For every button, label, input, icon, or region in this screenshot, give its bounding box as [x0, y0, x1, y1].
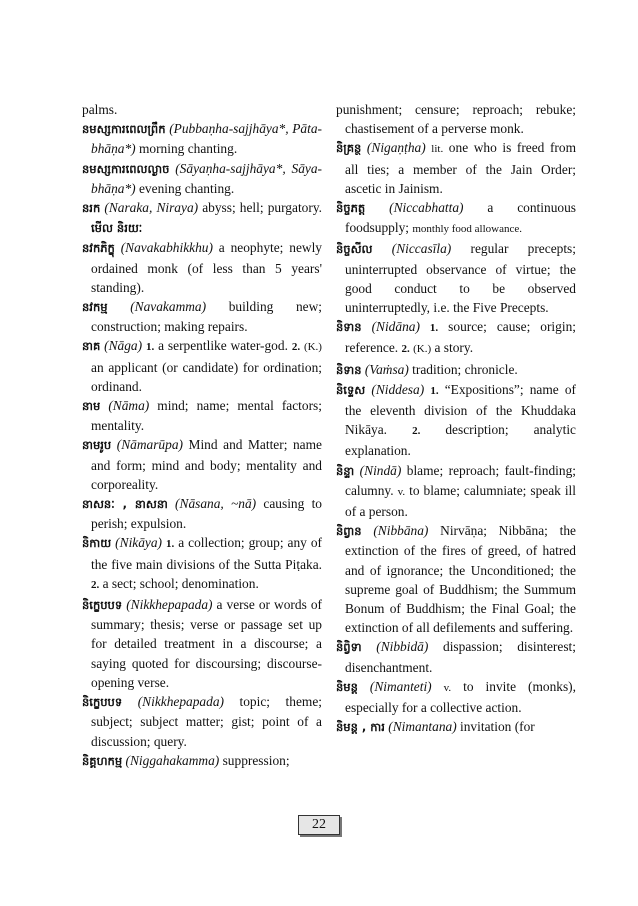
- right-column: [336, 100, 576, 738]
- pali-term: (Nimanteti): [369, 678, 432, 694]
- definition: a story.: [431, 340, 474, 356]
- definition: an applicant (or candidate) for ordination; ordinand.: [91, 359, 322, 394]
- khmer-headword: នវកភិក្ខុ: [82, 241, 115, 256]
- dictionary-entry: [82, 595, 322, 692]
- dictionary-entry: [336, 138, 576, 198]
- definition: blame; reproach; fault-finding; calumny.: [345, 462, 576, 498]
- page-number: 22: [298, 815, 340, 835]
- definition: a continuous foodsupply;: [345, 200, 576, 236]
- usage-tag: (K.): [413, 343, 432, 356]
- dictionary-entry: [82, 159, 322, 198]
- dictionary-entry: [336, 100, 576, 138]
- dictionary-entry: [82, 198, 322, 238]
- definition: a collection; group; any of the five main divisions of the Sutta Piṭaka.: [91, 535, 322, 572]
- khmer-headword: នាមរូប: [82, 438, 112, 453]
- pali-term: (Niccasīla): [391, 241, 452, 257]
- definition: one who is freed from all ties; a member of the Jain Order; ascetic in Jainism.: [345, 140, 576, 196]
- usage-tag: v.: [397, 485, 406, 498]
- pali-term: (Nigaṇṭha): [366, 140, 426, 156]
- pali-term: (Nikkhepapada): [137, 694, 224, 710]
- definition: morning chanting.: [135, 141, 238, 157]
- khmer-headword: និទ្ទេស: [336, 382, 366, 397]
- khmer-headword: នាគ: [82, 339, 101, 354]
- definition-note: monthly food allowance.: [412, 223, 522, 236]
- definition: suppression;: [219, 752, 290, 768]
- khmer-headword: នាម: [82, 399, 101, 414]
- khmer-headword: និមន្ត , ការ: [336, 720, 385, 735]
- pali-term: (Nimantana): [388, 719, 457, 735]
- definition: topic; theme; subject; subject matter; gist; point of a discussion; query.: [91, 694, 322, 749]
- definition: building new; construction; making repairs.: [91, 299, 322, 335]
- khmer-headword: និមន្ត: [336, 679, 358, 694]
- pali-term: (Nibbāna): [373, 523, 429, 539]
- dictionary-entry: [82, 238, 322, 297]
- dictionary-entry: [82, 336, 322, 396]
- pali-term: (Vaṁsa): [364, 361, 409, 377]
- definition: tradition; chronicle.: [408, 361, 518, 377]
- khmer-headword: និកាយ: [82, 536, 112, 551]
- dictionary-entry: [336, 717, 576, 737]
- definition: evening chanting.: [135, 180, 235, 196]
- definition: abyss; hell; purgatory.: [198, 200, 322, 216]
- khmer-headword: នាសនៈ , នាសនា: [82, 497, 168, 512]
- sense-number: 2.: [91, 578, 100, 591]
- pali-term: (Nidāna): [371, 319, 420, 335]
- usage-tag: (K.): [303, 341, 322, 354]
- khmer-headword: និគ្រន្ថ: [336, 141, 362, 156]
- usage-tag: lit.: [431, 143, 444, 156]
- khmer-headword: និទាន: [336, 320, 362, 335]
- pali-term: (Navakabhikkhu): [120, 240, 213, 256]
- dictionary-entry: [82, 533, 322, 595]
- pali-term: (Pubbaṇha-sajjhāya*, Pāta-bhāṇa*): [91, 121, 322, 157]
- definition: “Expositions”; name of the eleventh division of the Khuddaka Nikāya.: [345, 381, 577, 438]
- pali-term: (Nāma): [108, 398, 150, 414]
- dictionary-entry: [336, 360, 576, 380]
- sense-number: 1.: [429, 322, 439, 335]
- pali-term: (Nāmarūpa): [116, 437, 183, 453]
- sense-number: 1.: [166, 538, 175, 551]
- dictionary-entry: [82, 692, 322, 751]
- khmer-headword: និទាន: [336, 362, 362, 377]
- khmer-headword: និន្ទា: [336, 463, 355, 478]
- pali-term: (Niggahakamma): [125, 752, 220, 768]
- pali-term: (Niddesa): [371, 381, 425, 397]
- definition: to invite (monks), especially for a collective action.: [345, 678, 576, 716]
- pali-term: (Nindā): [359, 462, 402, 478]
- khmer-headword: និព្វិទា: [336, 640, 362, 655]
- usage-tag: v.: [443, 681, 452, 694]
- definition: a sect; school; denomination.: [99, 575, 259, 591]
- pali-term: (Nikāya): [115, 535, 163, 551]
- continuation-text: palms.: [82, 102, 118, 117]
- definition: source; cause; origin; reference.: [345, 319, 576, 356]
- dictionary-entry: [336, 380, 576, 461]
- pali-term: (Nāga): [104, 338, 143, 354]
- khmer-headword: និច្ចភត្ត: [336, 201, 366, 216]
- khmer-headword: នមស្សការពេលល្ងាច: [82, 161, 170, 176]
- pali-term: (Naraka, Niraya): [104, 200, 199, 216]
- cross-reference: មើល និរយៈ: [91, 221, 143, 236]
- pali-term: (Nibbidā): [376, 639, 429, 655]
- definition: Mind and Matter; name and form; mind and body; mentality and corporeality.: [91, 437, 322, 492]
- definition: a neophyte; newly ordained monk (of less than 5 years' standing).: [91, 240, 322, 295]
- khmer-headword: នរក: [82, 201, 101, 216]
- sense-number: 2.: [412, 425, 421, 438]
- khmer-headword: នវកម្ម: [82, 300, 108, 315]
- dictionary-entry: [336, 198, 576, 239]
- pali-term: (Nāsana, ~nā): [175, 496, 257, 512]
- dictionary-entry: [336, 521, 576, 637]
- dictionary-entry: [82, 100, 322, 119]
- khmer-headword: និក្ខេបបទ: [82, 695, 123, 710]
- continuation-text: punishment; censure; reproach; rebuke; chastisement of a perverse monk.: [336, 102, 576, 137]
- dictionary-entry: [336, 461, 576, 522]
- dictionary-entry: [336, 677, 576, 717]
- sense-number: 2.: [291, 341, 301, 354]
- dictionary-entry: [82, 396, 322, 435]
- sense-number: 1.: [430, 384, 439, 397]
- dictionary-entry: [82, 435, 322, 494]
- khmer-headword: នមស្សការពេលព្រឹក: [82, 122, 166, 137]
- definition: causing to perish; expulsion.: [91, 496, 322, 532]
- sense-number: 1.: [145, 341, 155, 354]
- khmer-headword: និច្ចសីល: [336, 242, 373, 257]
- dictionary-entry: [336, 317, 576, 359]
- definition: regular precepts; uninterrupted observance of virtue; the good conduct to be observed uninterruptedly, i.e. the Five Precepts.: [345, 241, 576, 316]
- sense-number: 2.: [401, 343, 410, 356]
- definition: invitation (for: [456, 719, 535, 735]
- khmer-headword: និគ្គហកម្ម: [82, 753, 123, 768]
- khmer-headword: និព្វាន: [336, 524, 362, 539]
- definition: a verse or words of summary; thesis; verse or passage set up for detailed treatment in a discourse; a saying quoted for discoursing; discourse-opening verse.: [91, 597, 322, 690]
- pali-term: (Niccabhatta): [389, 200, 464, 216]
- pali-term: (Nikkhepapada): [126, 597, 213, 613]
- definition: Nirvāṇa; Nibbāna; the extinction of the fires of greed, of hatred and of ignorance; the Unconditioned; the supreme goal of Buddhism; the Summum Bonum of Buddhism; the Final Goal; the extinction of all defilements and suffering.: [345, 523, 576, 636]
- definition: to blame; calumniate; speak ill of a person.: [345, 482, 576, 520]
- dictionary-entry: [82, 119, 322, 158]
- dictionary-entry: [82, 297, 322, 336]
- dictionary-entry: [336, 637, 576, 676]
- dictionary-entry: [336, 239, 576, 317]
- definition: dispassion; disinterest; disenchantment.: [345, 639, 576, 675]
- dictionary-entry: [82, 751, 322, 771]
- definition: description; analytic explanation.: [345, 422, 576, 459]
- definition: a serpentlike water-god.: [154, 338, 292, 354]
- khmer-headword: និក្ខេបបទ: [82, 598, 123, 613]
- left-column: [82, 100, 322, 771]
- pali-term: (Navakamma): [130, 299, 207, 315]
- pali-term: (Sāyaṇha-sajjhāya*, Sāya-bhāṇa*): [91, 160, 322, 196]
- dictionary-entry: [82, 494, 322, 533]
- definition: mind; name; mental factors; mentality.: [91, 398, 322, 434]
